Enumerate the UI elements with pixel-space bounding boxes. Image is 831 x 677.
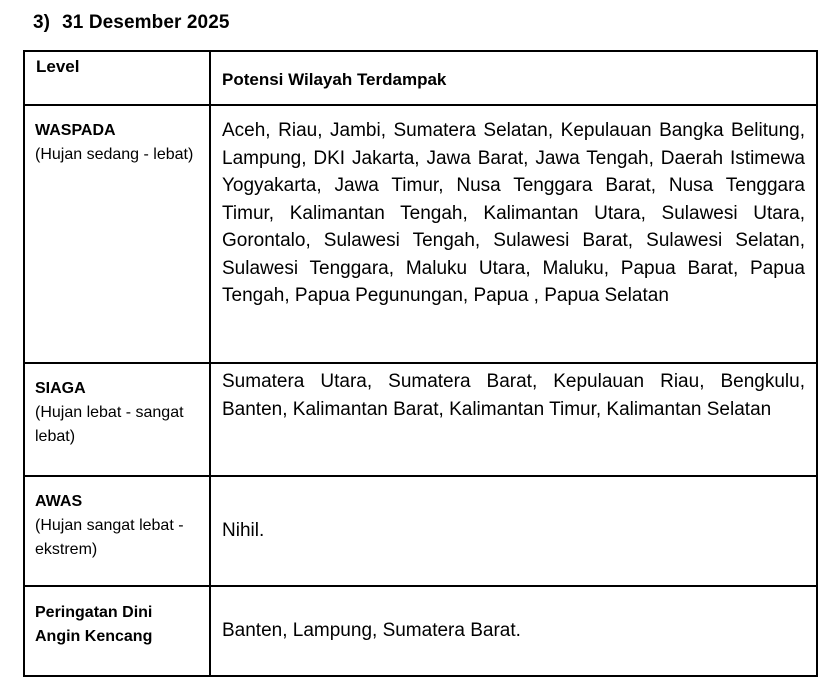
- area-cell-angin-kencang: Banten, Lampung, Sumatera Barat.: [210, 586, 817, 676]
- area-cell-waspada: Aceh, Riau, Jambi, Sumatera Selatan, Kepulauan Bangka Belitung, Lampung, DKI Jakarta, Jawa Barat, Jawa Tengah, Daerah Istimewa Yogyakarta, Jawa Timur, Nusa Tenggara Barat, Nusa Tenggara Timur, Kalimantan Tengah, Kalimantan Utara, Sulawesi Utara, Gorontalo, Sulawesi Tengah, Sulawesi Barat, Sulawesi Selatan, Sulawesi Tenggara, Maluku Utara, Maluku, Papua Barat, Papua Tengah, Papua Pegunungan, Papua , Papua Selatan: [210, 105, 817, 363]
- level-description: (Hujan sedang - lebat): [35, 146, 194, 163]
- table-row: [24, 476, 817, 586]
- header-level: Level: [24, 51, 210, 105]
- table-row: [24, 586, 817, 676]
- section-number: 3): [33, 12, 51, 33]
- table-header-row: [24, 51, 817, 105]
- level-name: WASPADA: [35, 122, 116, 139]
- level-cell-awas: [24, 476, 210, 586]
- table-row: [24, 105, 817, 363]
- level-cell-angin-kencang: [24, 586, 210, 676]
- level-cell-siaga: [24, 363, 210, 476]
- level-description: (Hujan sangat lebat - ekstrem): [35, 517, 184, 558]
- level-name: AWAS: [35, 493, 83, 510]
- level-description: (Hujan lebat - sangat lebat): [35, 404, 184, 445]
- level-name: SIAGA: [35, 380, 86, 397]
- area-cell-siaga: Sumatera Utara, Sumatera Barat, Kepulauan Riau, Bengkulu, Banten, Kalimantan Barat, Kalimantan Timur, Kalimantan Selatan: [210, 363, 817, 476]
- table-row: [24, 363, 817, 476]
- section-heading: [33, 12, 230, 34]
- area-cell-awas: Nihil.: [210, 476, 817, 586]
- section-date: 31 Desember 2025: [62, 12, 230, 33]
- level-cell-waspada: [24, 105, 210, 363]
- weather-warning-table: [23, 50, 818, 677]
- level-name: Peringatan Dini Angin Kencang: [35, 604, 153, 645]
- header-area: Potensi Wilayah Terdampak: [210, 51, 817, 105]
